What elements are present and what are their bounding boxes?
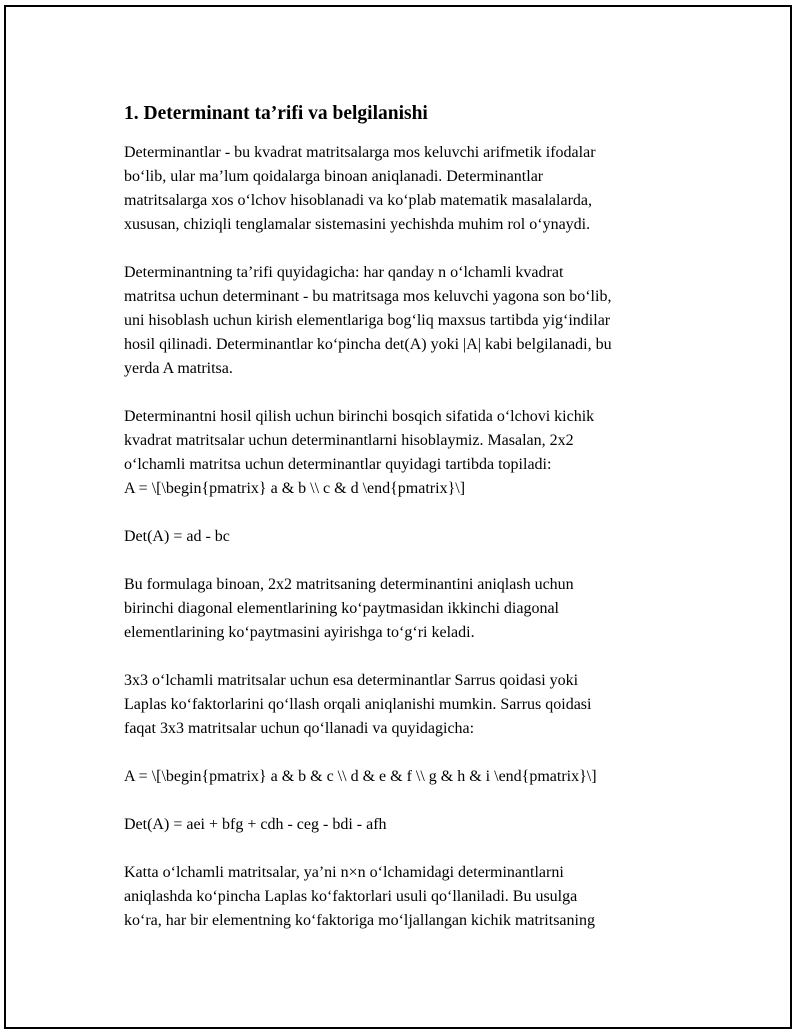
text-line: matritsa uchun determinant - bu matritsaga mos keluvchi yagona son bo‘lib, xyxy=(124,288,612,305)
text-line: o‘lchamli matritsa uchun determinantlar quyidagi tartibda topiladi: xyxy=(124,456,552,473)
text-line: A = \[\begin{pmatrix} a & b & c \\ d & e & f \\ g & h & i \end{pmatrix}\] xyxy=(124,768,597,785)
text-line: Katta o‘lchamli matritsalar, ya’ni n×n o‘lchamidagi determinantlarni xyxy=(124,864,564,881)
paragraph xyxy=(124,669,696,741)
text-line: Determinantlar - bu kvadrat matritsalarga mos keluvchi arifmetik ifodalar xyxy=(124,144,596,161)
text-line: elementlarining ko‘paytmasini ayirishga to‘g‘ri keladi. xyxy=(124,624,475,641)
text-line: A = \[\begin{pmatrix} a & b \\ c & d \end{pmatrix}\] xyxy=(124,480,466,497)
text-line: Det(A) = aei + bfg + cdh - ceg - bdi - afh xyxy=(124,816,387,833)
document-body xyxy=(124,102,696,957)
text-line: faqat 3x3 matritsalar uchun qo‘llanadi va quyidagicha: xyxy=(124,720,475,737)
text-line: birinchi diagonal elementlarining ko‘paytmasidan ikkinchi diagonal xyxy=(124,600,559,617)
text-line: matritsalarga xos o‘lchov hisoblanadi va ko‘plab matematik masalalarda, xyxy=(124,192,592,209)
text-line: Bu formulaga binoan, 2x2 matritsaning determinantini aniqlash uchun xyxy=(124,576,574,593)
text-line: Determinantning ta’rifi quyidagicha: har qanday n o‘lchamli kvadrat xyxy=(124,264,564,281)
text-line: ko‘ra, har bir elementning ko‘faktoriga mo‘ljallangan kichik matritsaning xyxy=(124,912,595,929)
paragraph xyxy=(124,405,696,501)
text-line: kvadrat matritsalar uchun determinantlarni hisoblaymiz. Masalan, 2x2 xyxy=(124,432,574,449)
paragraph xyxy=(124,261,696,381)
section-heading: 1. Determinant ta’rifi va belgilanishi xyxy=(124,103,428,124)
text-line: bo‘lib, ular ma’lum qoidalarga binoan aniqlanadi. Determinantlar xyxy=(124,168,544,185)
text-line: Det(A) = ad - bc xyxy=(124,528,230,545)
page-frame xyxy=(4,5,792,1029)
paragraph xyxy=(124,141,696,237)
paragraph-list xyxy=(124,141,696,933)
text-line: uni hisoblash uchun kirish elementlariga bog‘liq maxsus tartibda yig‘indilar xyxy=(124,312,611,329)
paragraph xyxy=(124,525,696,549)
paragraph xyxy=(124,813,696,837)
text-line: Laplas ko‘faktorlarini qo‘llash orqali aniqlanishi mumkin. Sarrus qoidasi xyxy=(124,696,592,713)
paragraph xyxy=(124,765,696,789)
paragraph xyxy=(124,861,696,933)
text-line: aniqlashda ko‘pincha Laplas ko‘faktorlari usuli qo‘llaniladi. Bu usulga xyxy=(124,888,578,905)
text-line: yerda A matritsa. xyxy=(124,360,233,377)
text-line: Determinantni hosil qilish uchun birinchi bosqich sifatida o‘lchovi kichik xyxy=(124,408,595,425)
text-line: xususan, chiziqli tenglamalar sistemasini yechishda muhim rol o‘ynaydi. xyxy=(124,216,591,233)
paragraph xyxy=(124,573,696,645)
text-line: 3x3 o‘lchamli matritsalar uchun esa determinantlar Sarrus qoidasi yoki xyxy=(124,672,579,689)
text-line: hosil qilinadi. Determinantlar ko‘pincha det(A) yoki |A| kabi belgilanadi, bu xyxy=(124,336,612,353)
